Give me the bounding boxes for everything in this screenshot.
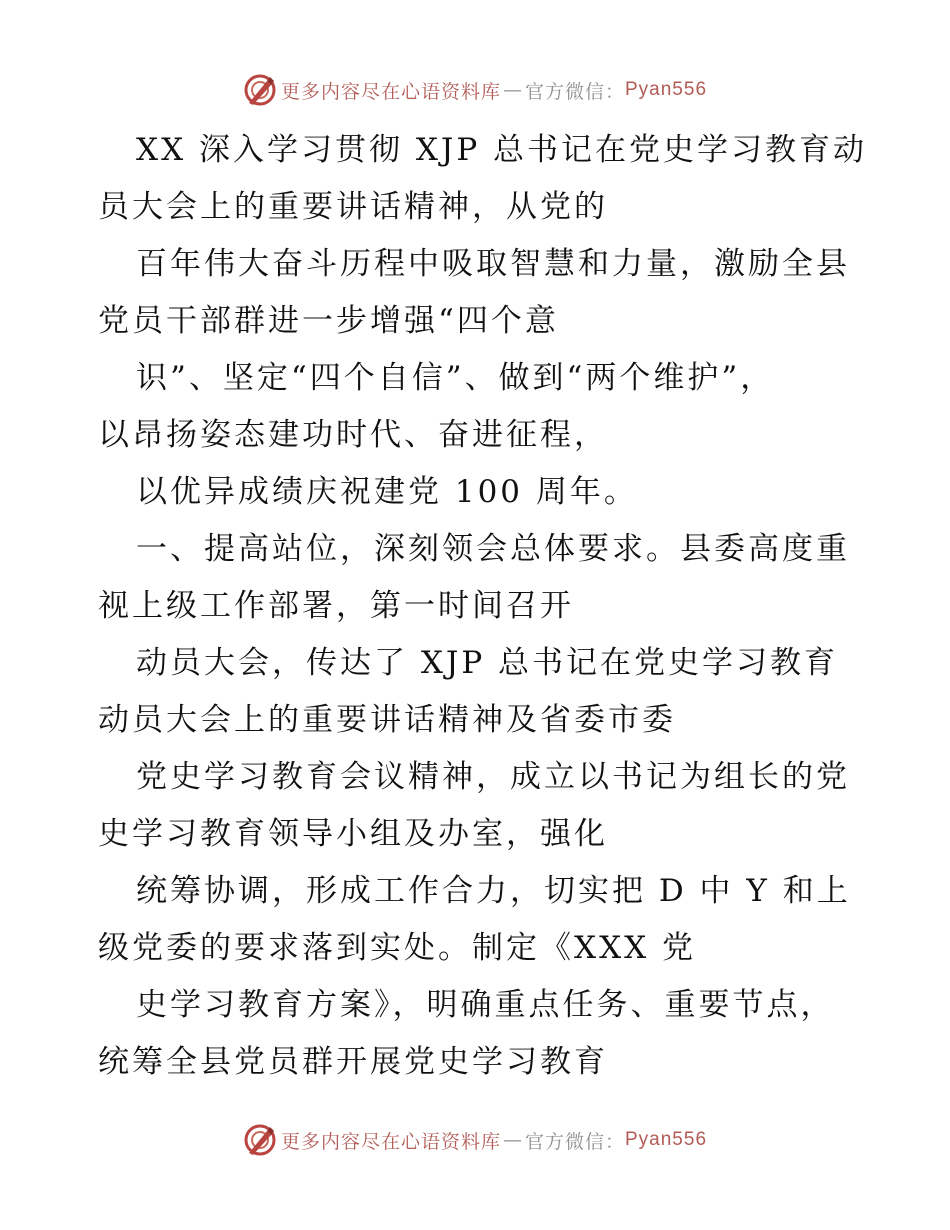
text-line: 动员大会，传达了 XJP 总书记在党史学习教育 bbox=[136, 645, 839, 681]
text-line: 党史学习教育会议精神，成立以书记为组长的党 bbox=[136, 759, 850, 795]
watermark-site-text: 更多内容尽在心语资料库 bbox=[280, 1130, 501, 1153]
watermark-id: Pyan556 bbox=[625, 1129, 708, 1150]
text-line: 动员大会上的重要讲话精神及省委市委 bbox=[98, 702, 676, 738]
text-line: 级党委的要求落到实处。制定《XXX 党 bbox=[98, 930, 697, 966]
footer-watermark bbox=[0, 1120, 950, 1160]
text-line: 统筹协调，形成工作合力，切实把 D 中 Y 和上 bbox=[136, 873, 851, 909]
header-watermark bbox=[0, 70, 950, 110]
watermark-label: 官方微信： bbox=[524, 1130, 625, 1153]
text-line: 史学习教育方案》，明确重点任务、重要节点， bbox=[136, 987, 835, 1023]
watermark-id: Pyan556 bbox=[625, 79, 708, 100]
text-line: 一、提高站位，深刻领会总体要求。县委高度重 bbox=[136, 531, 850, 567]
text-line: 以优异成绩庆祝建党 100 周年。 bbox=[136, 474, 638, 510]
watermark-dash: — bbox=[502, 1129, 523, 1151]
text-line: 以昂扬姿态建功时代、奋进征程， bbox=[98, 417, 608, 453]
text-line: 员大会上的重要讲话精神，从党的 bbox=[98, 189, 608, 225]
text-line: 史学习教育领导小组及办室，强化 bbox=[98, 816, 608, 852]
text-line: 党员干部群进一步增强“四个意 bbox=[98, 303, 559, 339]
text-line: 统筹全县党员群开展党史学习教育 bbox=[98, 1044, 608, 1080]
text-line: 识”、坚定“四个自信”、做到“两个维护”， bbox=[136, 360, 775, 396]
text-line: XX 深入学习贯彻 XJP 总书记在党史学习教育动 bbox=[136, 132, 868, 168]
document-body bbox=[98, 122, 868, 1091]
pen-logo-icon bbox=[243, 1123, 277, 1157]
watermark-label: 官方微信： bbox=[524, 80, 625, 103]
pen-logo-icon bbox=[243, 73, 277, 107]
text-line: 视上级工作部署，第一时间召开 bbox=[98, 588, 574, 624]
text-line: 百年伟大奋斗历程中吸取智慧和力量，激励全县 bbox=[136, 246, 850, 282]
watermark-dash: — bbox=[502, 79, 523, 101]
watermark-site-text: 更多内容尽在心语资料库 bbox=[280, 80, 501, 103]
